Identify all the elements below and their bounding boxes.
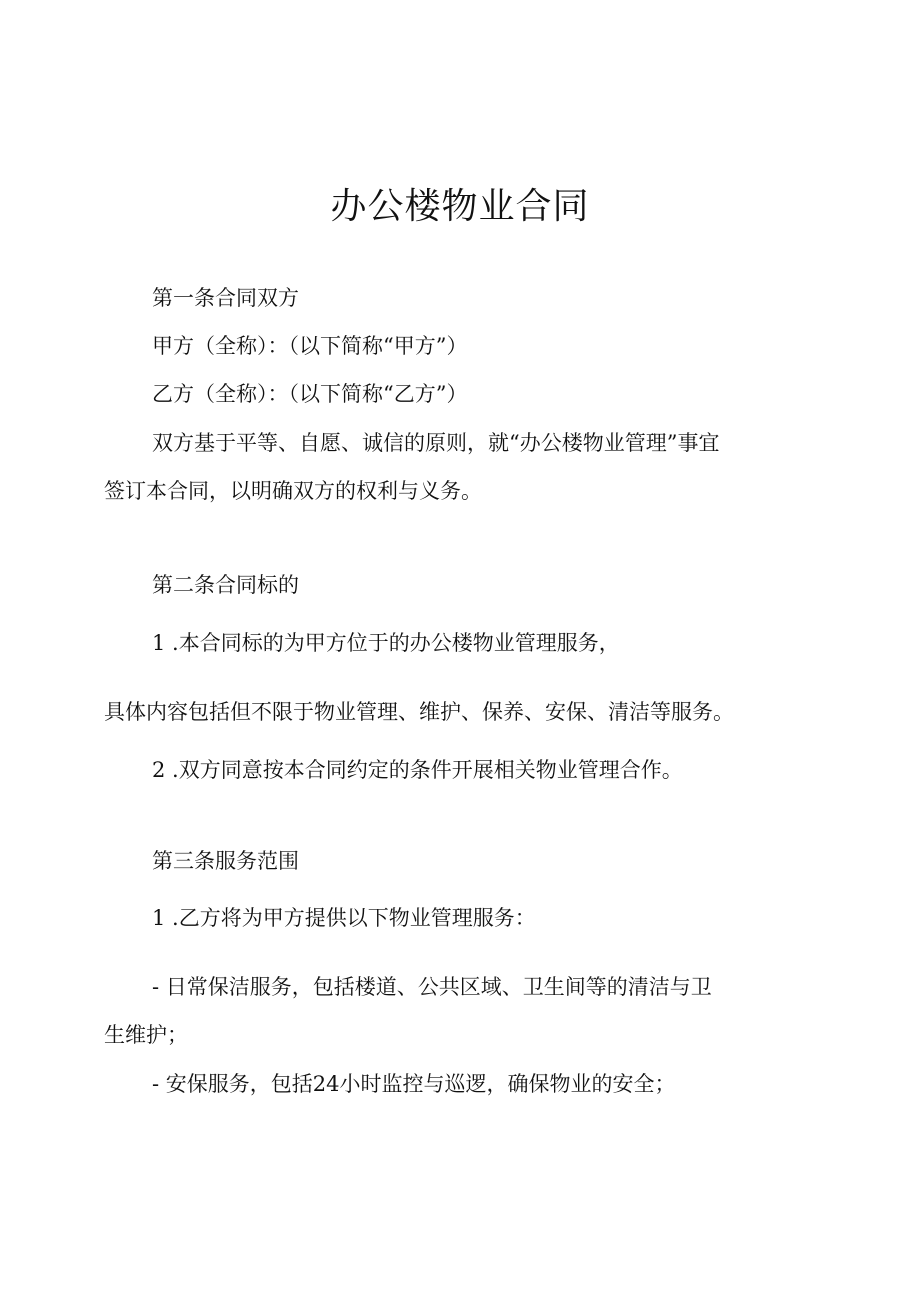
security-service-line: - 安保服务，包括24小时监控与巡逻，确保物业的安全；	[152, 1072, 676, 1096]
cleaning-service-line-1: - 日常保洁服务，包括楼道、公共区域、卫生间等的清洁与卫	[152, 975, 712, 999]
article-3-item-1: 1 .乙方将为甲方提供以下物业管理服务：	[152, 906, 536, 930]
article-1-heading: 第一条合同双方	[152, 286, 299, 310]
article-3-heading: 第三条服务范围	[152, 849, 299, 873]
party-a-line: 甲方（全称）：（以下简称“甲方”）	[152, 334, 468, 358]
party-b-line: 乙方（全称）：（以下简称“乙方”）	[152, 382, 468, 406]
principle-paragraph-line-2: 签订本合同，以明确双方的权利与义务。	[104, 479, 482, 503]
article-2-heading: 第二条合同标的	[152, 573, 299, 597]
article-2-item-1-continuation: 具体内容包括但不限于物业管理、维护、保养、安保、清洁等服务。	[104, 700, 734, 724]
document-title: 办公楼物业合同	[330, 186, 590, 227]
cleaning-service-line-2: 生维护；	[104, 1023, 188, 1047]
principle-paragraph-line-1: 双方基于平等、自愿、诚信的原则，就“办公楼物业管理”事宜	[152, 431, 720, 455]
article-2-item-2: 2 .双方同意按本合同约定的条件开展相关物业管理合作。	[152, 758, 683, 782]
article-2-item-1: 1 .本合同标的为甲方位于的办公楼物业管理服务，	[152, 631, 620, 655]
